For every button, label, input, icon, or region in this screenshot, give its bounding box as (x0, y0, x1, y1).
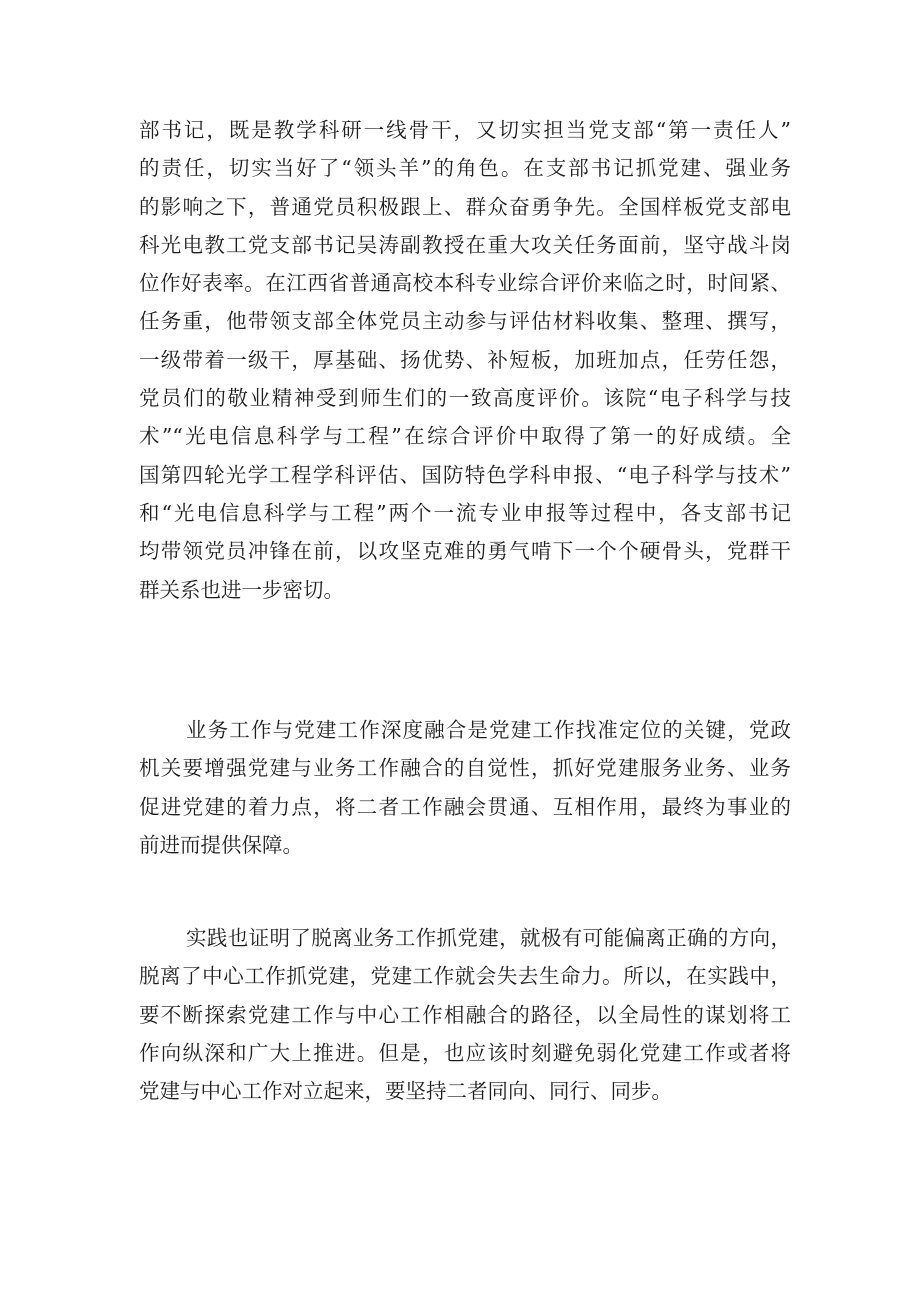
text-line: 业务工作与党建工作深度融合是党建工作找准定位的关键，党政 (186, 718, 791, 742)
text-line: 党建与中心工作对立起来，要坚持二者同向、同行、同步。 (139, 1079, 672, 1104)
text-line: 脱离了中心工作抓党建，党建工作就会失去生命力。所以，在实践中， (139, 964, 791, 989)
text-line: 一级带着一级干，厚基础、扬优势、补短板，加班加点，任劳任怨， (139, 347, 791, 372)
text-line: 任务重，他带领支部全体党员主动参与评估材料收集、整理、撰写， (139, 309, 791, 334)
text-line: 部书记，既是教学科研一线骨干，又切实担当党支部“第一责任人” (139, 118, 791, 142)
paragraph-1 (139, 111, 791, 609)
text-line: 实践也证明了脱离业务工作抓党建，就极有可能偏离正确的方向， (186, 926, 791, 950)
text-line: 术”“光电信息科学与工程”在综合评价中取得了第一的好成绩。全 (139, 424, 791, 449)
text-line: 的责任，切实当好了“领头羊”的角色。在支部书记抓党建、强业务 (139, 156, 791, 181)
text-line: 作向纵深和广大上推进。但是，也应该时刻避免弱化党建工作或者将 (139, 1040, 791, 1065)
text-line: 促进党建的着力点，将二者工作融会贯通、互相作用，最终为事业的 (139, 794, 791, 819)
text-line: 和“光电信息科学与工程”两个一流专业申报等过程中，各支部书记 (139, 500, 791, 525)
text-line: 要不断探索党建工作与中心工作相融合的路径，以全局性的谋划将工 (139, 1002, 791, 1027)
text-line: 前进而提供保障。 (139, 832, 303, 857)
paragraph-3 (139, 919, 791, 1110)
text-line: 党员们的敬业精神受到师生们的一致高度评价。该院“电子科学与技 (139, 386, 791, 411)
text-line: 科光电教工党支部书记吴涛副教授在重大攻关任务面前，坚守战斗岗 (139, 232, 791, 257)
text-line: 的影响之下，普通党员积极跟上、群众奋勇争先。全国样板党支部电 (139, 194, 791, 219)
text-line: 均带领党员冲锋在前，以攻坚克难的勇气啃下一个个硬骨头，党群干 (139, 539, 791, 564)
text-line: 国第四轮光学工程学科评估、国防特色学科申报、“电子科学与技术” (139, 462, 791, 487)
paragraph-2 (139, 711, 791, 864)
text-line: 机关要增强党建与业务工作融合的自觉性，抓好党建服务业务、业务 (139, 756, 791, 781)
text-line: 群关系也进一步密切。 (139, 577, 344, 602)
text-line: 位作好表率。在江西省普通高校本科专业综合评价来临之时，时间紧、 (139, 271, 791, 296)
